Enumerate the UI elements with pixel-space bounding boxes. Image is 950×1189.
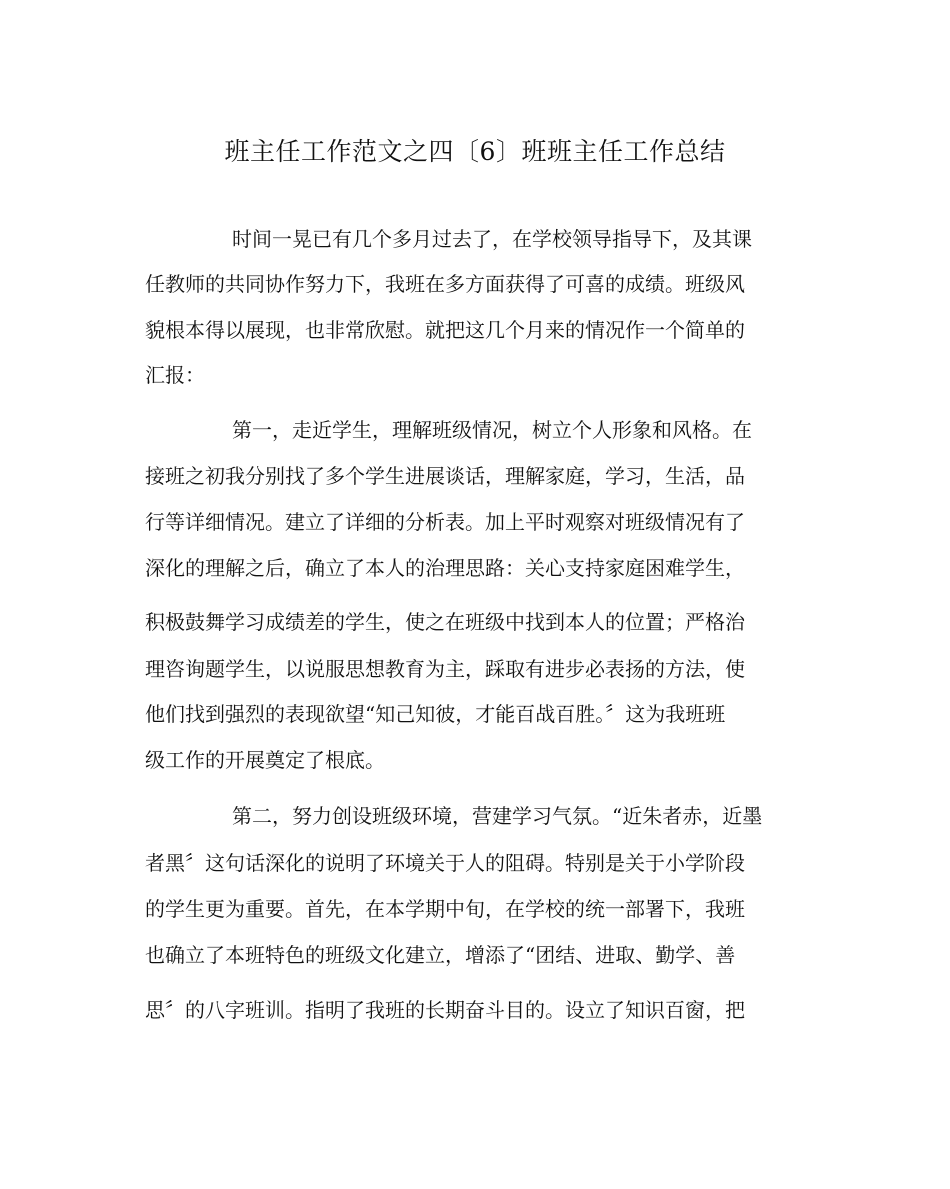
paragraph-2-line-2: 接班之初我分别找了多个学生进展谈话，理解家庭，学习，生活，品 (145, 464, 745, 488)
paragraph-3-line-3: 的学生更为重要。首先，在本学期中旬，在学校的统一部署下，我班 (145, 897, 745, 921)
paragraph-1-line-3: 貌根本得以展现，也非常欣慰。就把这几个月来的情况作一个简单的 (145, 318, 745, 342)
paragraph-2-line-4: 深化的理解之后，确立了本人的治理思路：关心支持家庭困难学生， (145, 556, 745, 580)
paragraph-1-line-1: 时间一晃已有几个多月过去了，在学校领导指导下，及其课 (232, 227, 752, 251)
document-title: 班主任工作范文之四〔6〕班班主任工作总结 (224, 137, 726, 166)
paragraph-3-line-5: 思〞的八字班训。指明了我班的长期奋斗目的。设立了知识百窗，把 (145, 998, 745, 1022)
paragraph-2-line-5: 积极鼓舞学习成绩差的学生，使之在班级中找到本人的位置；严格治 (145, 610, 745, 634)
paragraph-3-line-1: 第二，努力创设班级环境，营建学习气氛。“近朱者赤，近墨 (232, 804, 763, 828)
paragraph-2-line-1: 第一，走近学生，理解班级情况，树立个人形象和风格。在 (232, 418, 752, 442)
paragraph-2-line-3: 行等详细情况。建立了详细的分析表。加上平时观察对班级情况有了 (145, 510, 745, 534)
paragraph-2-line-7: 他们找到强烈的表现欲望“知己知彼，才能百战百胜。〞这为我班班 (145, 702, 726, 726)
paragraph-1-line-4: 汇报： (145, 363, 205, 387)
paragraph-2-line-8: 级工作的开展奠定了根底。 (145, 748, 385, 772)
paragraph-2-line-6: 理咨询题学生，以说服思想教育为主，踩取有进步必表扬的方法，使 (145, 657, 745, 681)
paragraph-3-line-2: 者黑〞这句话深化的说明了环境关于人的阻碍。特别是关于小学阶段 (145, 851, 745, 875)
paragraph-1-line-2: 任教师的共同协作努力下，我班在多方面获得了可喜的成绩。班级风 (145, 272, 745, 296)
paragraph-3-line-4: 也确立了本班特色的班级文化建立，增添了“团结、进取、勤学、善 (145, 943, 736, 967)
